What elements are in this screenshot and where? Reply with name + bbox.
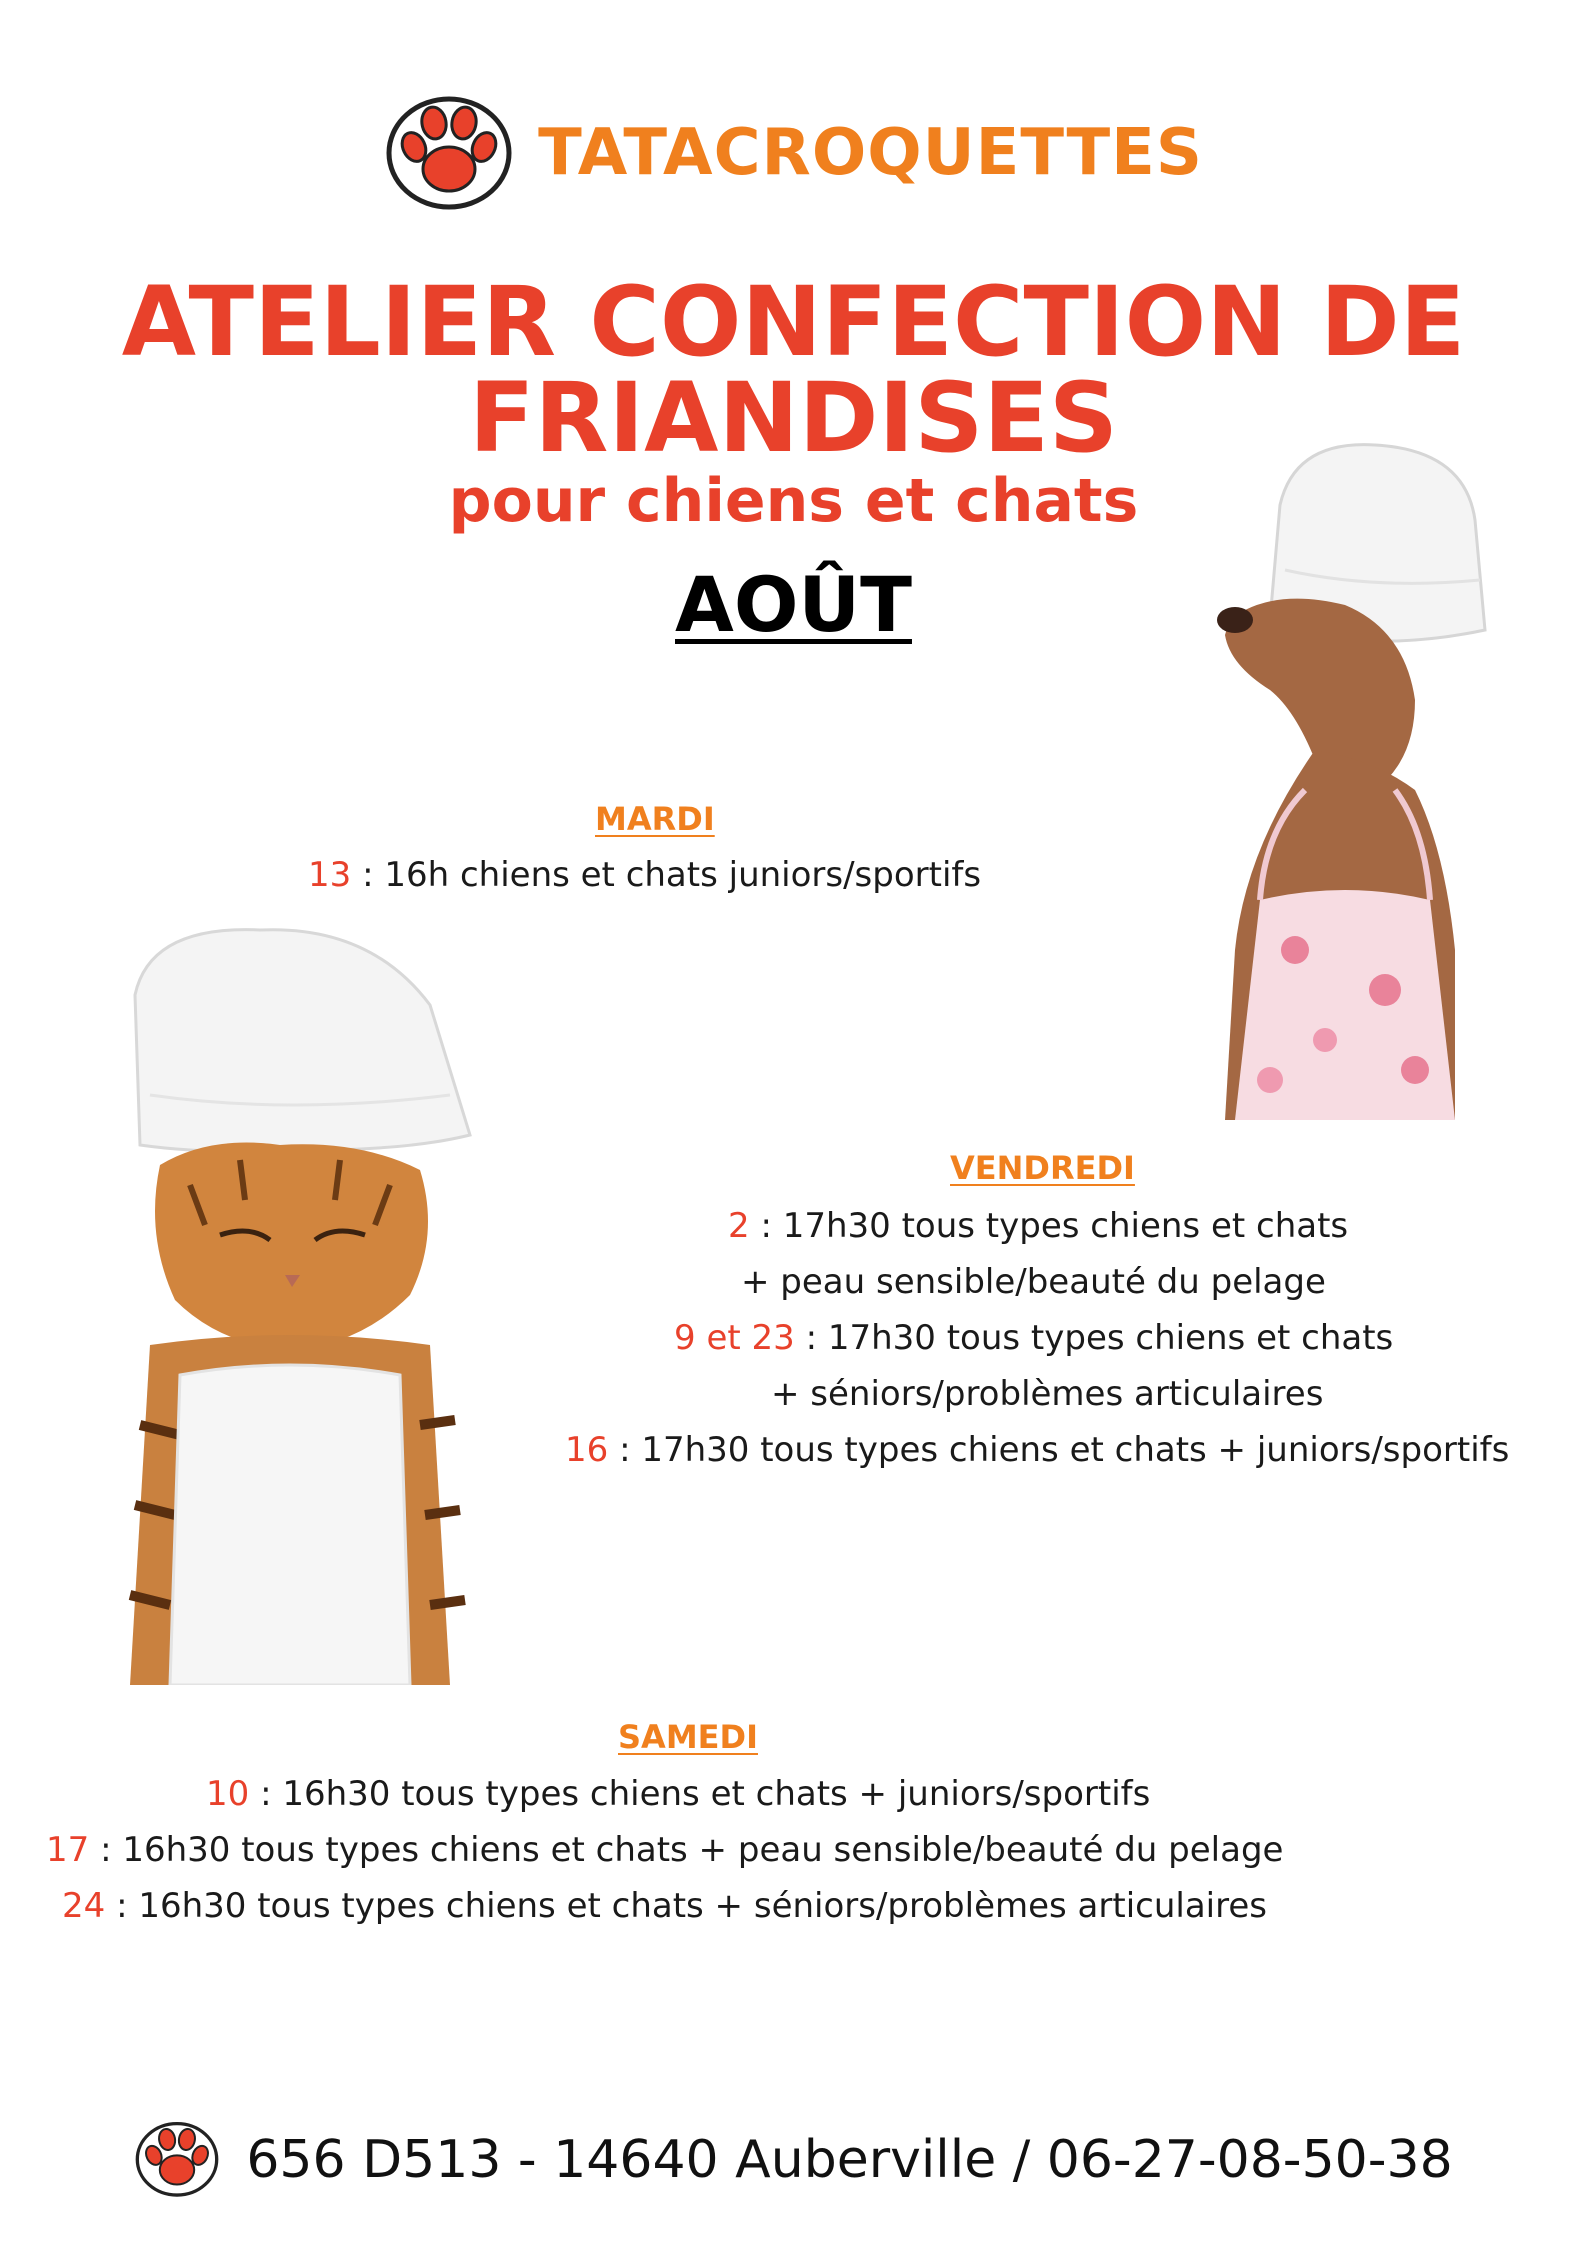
schedule-line (62, 1886, 1267, 1926)
cat-chef-photo (110, 905, 480, 1685)
paw-icon (134, 2118, 220, 2202)
footer-address: 656 D513 - 14640 Auberville / 06-27-08-50-38 (246, 2130, 1453, 2190)
schedule-text: : 16h chiens et chats juniors/sportifs (351, 855, 982, 895)
schedule-date: 13 (308, 855, 352, 895)
schedule-text: : 17h30 tous types chiens et chats + juniors/sportifs (608, 1430, 1510, 1470)
schedule-date: 17 (46, 1830, 90, 1870)
dog-chef-photo (1175, 430, 1540, 1130)
day-heading-mardi: MARDI (595, 800, 715, 838)
schedule-text: : 16h30 tous types chiens et chats + séniors/problèmes articulaires (105, 1886, 1267, 1926)
schedule-line (771, 1374, 1323, 1414)
schedule-text: : 16h30 tous types chiens et chats + juniors/sportifs (249, 1774, 1151, 1814)
schedule-date: 24 (62, 1886, 106, 1926)
schedule-text: : 17h30 tous types chiens et chats (749, 1206, 1349, 1246)
schedule-line (741, 1262, 1326, 1302)
schedule-line (46, 1830, 1283, 1870)
schedule-date: 16 (565, 1430, 609, 1470)
schedule-line (728, 1206, 1348, 1246)
brand-name: TATACROQUETTES (538, 116, 1203, 190)
day-heading-vendredi: VENDREDI (950, 1149, 1135, 1187)
schedule-line (565, 1430, 1509, 1470)
footer (0, 2120, 1587, 2200)
schedule-text: + séniors/problèmes articulaires (771, 1374, 1324, 1414)
schedule-text: : 17h30 tous types chiens et chats (794, 1318, 1394, 1358)
schedule-date: 10 (206, 1774, 250, 1814)
schedule-line (308, 855, 981, 895)
schedule-line (674, 1318, 1393, 1358)
schedule-date: 9 et 23 (674, 1318, 795, 1358)
page-subtitle: pour chiens et chats (448, 466, 1139, 536)
day-heading-samedi: SAMEDI (618, 1718, 758, 1756)
schedule-text: : 16h30 tous types chiens et chats + peau sensible/beauté du pelage (89, 1830, 1284, 1870)
schedule-date: 2 (728, 1206, 750, 1246)
month-heading: AOÛT (675, 560, 912, 649)
schedule-line (206, 1774, 1150, 1814)
schedule-text: + peau sensible/beauté du pelage (741, 1262, 1326, 1302)
page-title-line1: ATELIER CONFECTION DE (121, 266, 1466, 378)
paw-logo-icon (384, 91, 514, 215)
page-title-line2: FRIANDISES (468, 362, 1119, 474)
brand-header (0, 108, 1587, 198)
